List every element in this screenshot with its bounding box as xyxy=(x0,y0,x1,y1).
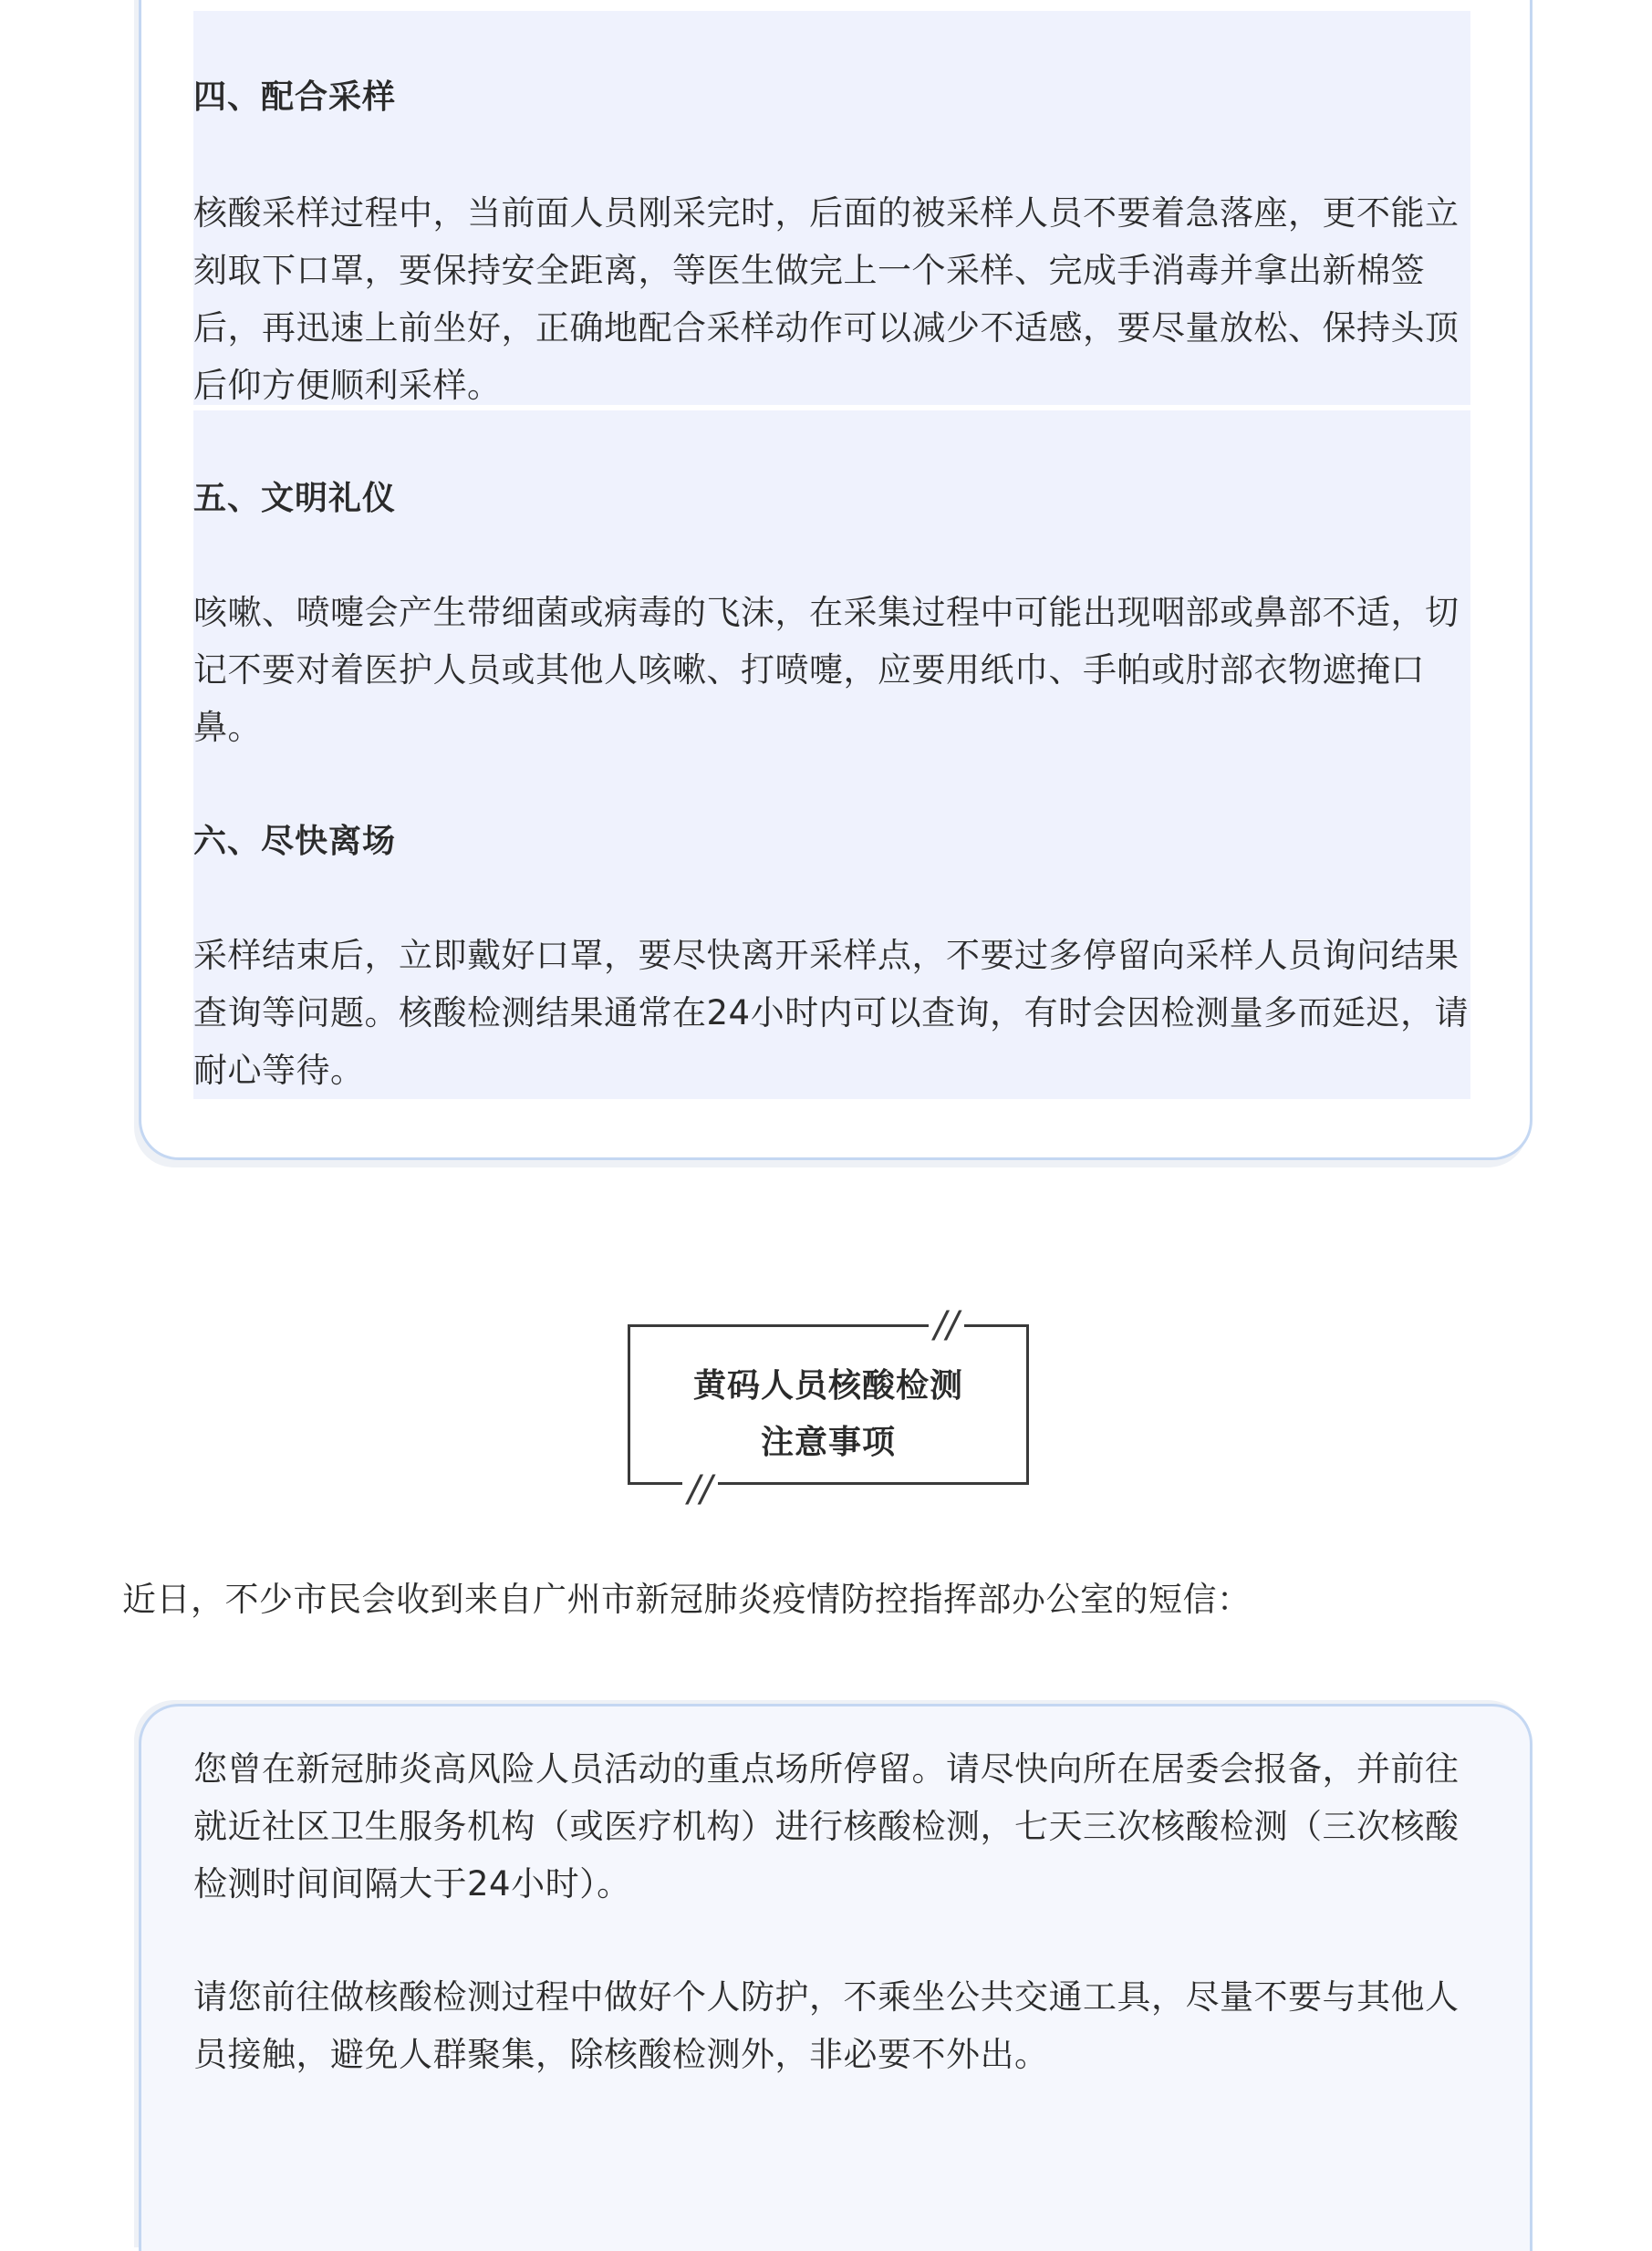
message-paragraph-2: 请您前往做核酸检测过程中做好个人防护，不乘坐公共交通工具，尽量不要与其他人员接触，避免人群聚集，除核酸检测外，非必要不外出。 xyxy=(193,1977,1460,2074)
section-body-6: 采样结束后，立即戴好口罩，要尽快离开采样点，不要过多停留向采样人员询问结果查询等问题。核酸检测结果通常在24小时内可以查询，有时会因检测量多而延迟，请耐心等待。 xyxy=(193,936,1470,1090)
section-body-4: 核酸采样过程中，当前面人员刚采完时，后面的被采样人员不要着急落座，更不能立刻取下口罩，要保持安全距离，等医生做完上一个采样、完成手消毒并拿出新棉签后，再迅速上前坐好，正确地配合采样动作可以减少不适感，要尽量放松、保持头顶后仰方便顺利采样。 xyxy=(193,193,1460,405)
section-heading-6: 六、尽快离场 xyxy=(193,823,397,860)
slash-decoration-bottom: // xyxy=(682,1471,718,1508)
title-line-2: 注意事项 xyxy=(760,1424,896,1461)
intro-text: 近日，不少市民会收到来自广州市新冠肺炎疫情防控指挥部办公室的短信： xyxy=(122,1580,1252,1619)
section-title-box xyxy=(628,1324,1029,1485)
section-heading-5: 五、文明礼仪 xyxy=(193,480,397,517)
slash-decoration-top: // xyxy=(929,1307,964,1343)
section-heading-4: 四、配合采样 xyxy=(193,78,397,116)
title-line-1: 黄码人员核酸检测 xyxy=(692,1367,963,1405)
message-paragraph-1: 您曾在新冠肺炎高风险人员活动的重点场所停留。请尽快向所在居委会报备，并前往就近社区卫生服务机构（或医疗机构）进行核酸检测，七天三次核酸检测（三次核酸检测时间间隔大于24小时）。 xyxy=(193,1749,1460,1903)
section-body-5: 咳嗽、喷嚏会产生带细菌或病毒的飞沫，在采集过程中可能出现咽部或鼻部不适，切记不要对着医护人员或其他人咳嗽、打喷嚏，应要用纸巾、手帕或肘部衣物遮掩口鼻。 xyxy=(193,593,1460,747)
